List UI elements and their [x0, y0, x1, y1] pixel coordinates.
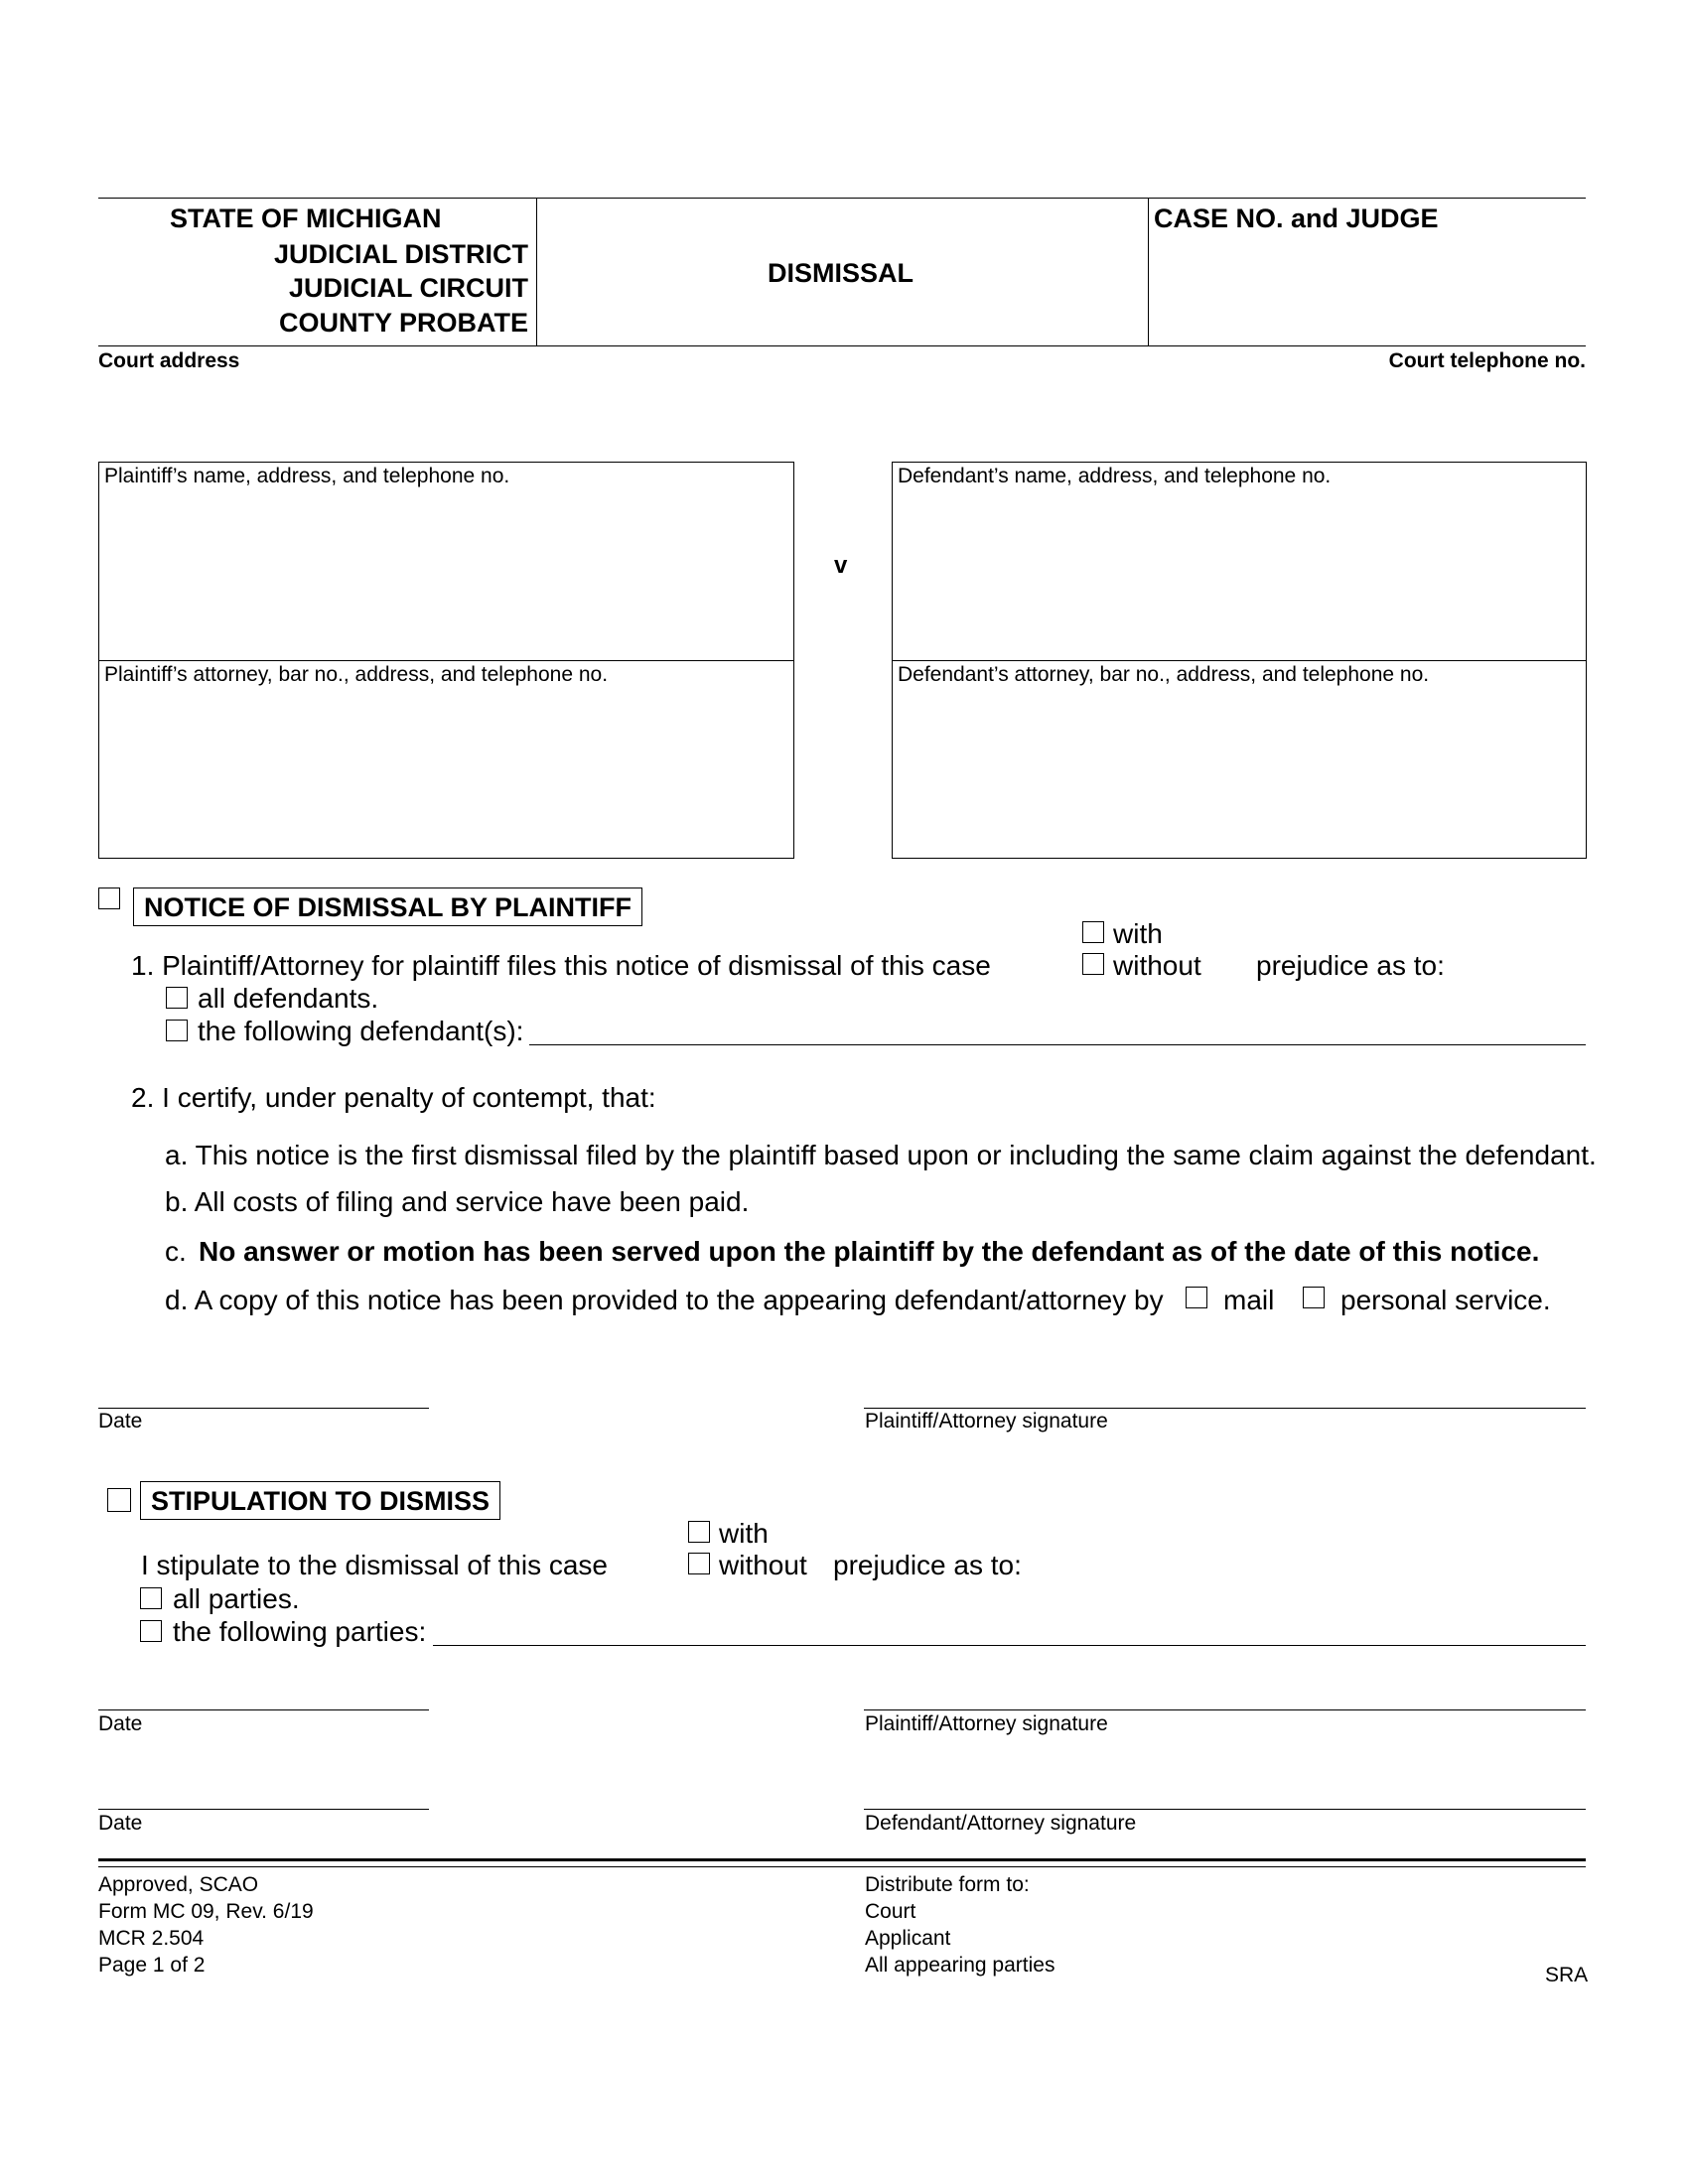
court-name-state: STATE OF MICHIGAN — [170, 204, 442, 233]
stipulation-date-line-2[interactable] — [98, 1809, 429, 1810]
stipulation-heading: STIPULATION TO DISMISS — [140, 1481, 500, 1520]
stipulation-without-checkbox[interactable] — [688, 1553, 710, 1574]
stipulation-text: I stipulate to the dismissal of this case — [141, 1550, 608, 1580]
plaintiff-signature-label: Plaintiff/Attorney signature — [865, 1712, 1108, 1735]
certify-d: d. A copy of this notice has been provided to the appearing defendant/attorney by — [165, 1285, 1164, 1315]
defendant-attorney-label: Defendant’s attorney, bar no., address, and telephone no. — [898, 663, 1430, 686]
defendant-box[interactable] — [892, 462, 1587, 661]
following-parties-line[interactable] — [433, 1645, 1586, 1646]
stipulation-without-label: without — [719, 1550, 807, 1580]
header-bottom-rule — [98, 345, 1586, 346]
notice-signature-line[interactable] — [864, 1408, 1586, 1409]
court-name-circuit: JUDICIAL CIRCUIT — [288, 273, 528, 303]
mail-checkbox[interactable] — [1186, 1287, 1207, 1308]
defendant-signature-label: Defendant/Attorney signature — [865, 1812, 1137, 1835]
following-defendants-label: the following defendant(s): — [198, 1016, 524, 1046]
personal-service-label: personal service. — [1340, 1285, 1551, 1315]
court-name-probate: COUNTY PROBATE — [278, 308, 528, 338]
certify-a: a. This notice is the first dismissal filed by the plaintiff based upon or including the same claim against the defendant. — [165, 1140, 1597, 1170]
defendant-attorney-box[interactable] — [892, 660, 1587, 859]
defendant-label: Defendant’s name, address, and telephone no. — [898, 465, 1332, 487]
notice-date-line[interactable] — [98, 1408, 429, 1409]
plaintiff-attorney-label: Plaintiff’s attorney, bar no., address, and telephone no. — [104, 663, 609, 686]
footer-form-number: Form MC 09, Rev. 6/19 — [98, 1900, 314, 1923]
header-divider-left — [536, 198, 537, 346]
certify-c-prefix: c. — [165, 1236, 187, 1267]
stipulation-date-line-1[interactable] — [98, 1709, 429, 1710]
header-divider-right — [1148, 198, 1149, 346]
distribute-all-parties: All appearing parties — [865, 1954, 1055, 1977]
notice-item-2: 2. I certify, under penalty of contempt, that: — [131, 1082, 656, 1113]
notice-signature-label: Plaintiff/Attorney signature — [865, 1410, 1108, 1433]
notice-with-label: with — [1113, 918, 1163, 949]
notice-section-checkbox[interactable] — [98, 887, 120, 909]
all-parties-checkbox[interactable] — [140, 1587, 162, 1609]
court-address-label: Court address — [98, 349, 240, 372]
defendant-signature-line[interactable] — [864, 1809, 1586, 1810]
all-parties-label: all parties. — [173, 1583, 300, 1614]
plaintiff-signature-line[interactable] — [864, 1709, 1586, 1710]
distribute-applicant: Applicant — [865, 1927, 951, 1950]
mail-label: mail — [1223, 1285, 1275, 1315]
plaintiff-label: Plaintiff’s name, address, and telephone no. — [104, 465, 510, 487]
following-parties-checkbox[interactable] — [140, 1620, 162, 1642]
following-parties-label: the following parties: — [173, 1616, 427, 1647]
stipulation-date-label-2: Date — [98, 1812, 143, 1835]
stipulation-with-label: with — [719, 1518, 769, 1549]
notice-date-label: Date — [98, 1410, 143, 1433]
notice-without-checkbox[interactable] — [1082, 953, 1104, 975]
notice-prejudice-label: prejudice as to: — [1256, 950, 1445, 981]
plaintiff-attorney-box[interactable] — [98, 660, 794, 859]
header-top-rule — [98, 198, 1586, 199]
stipulation-section-checkbox[interactable] — [107, 1488, 131, 1512]
distribute-title: Distribute form to: — [865, 1873, 1030, 1896]
form-title: DISMISSAL — [768, 258, 914, 288]
certify-b: b. All costs of filing and service have been paid. — [165, 1186, 750, 1217]
personal-service-checkbox[interactable] — [1303, 1287, 1325, 1308]
footer-page: Page 1 of 2 — [98, 1954, 206, 1977]
notice-heading: NOTICE OF DISMISSAL BY PLAINTIFF — [133, 887, 642, 926]
stipulation-prejudice-label: prejudice as to: — [833, 1550, 1022, 1580]
notice-without-label: without — [1113, 950, 1201, 981]
footer-rule-thick — [98, 1858, 1586, 1861]
footer-approved: Approved, SCAO — [98, 1873, 259, 1896]
court-name-district: JUDICIAL DISTRICT — [273, 239, 528, 269]
case-no-judge-label: CASE NO. and JUDGE — [1154, 204, 1439, 233]
stipulation-with-checkbox[interactable] — [688, 1521, 710, 1543]
notice-item-1: 1. Plaintiff/Attorney for plaintiff files this notice of dismissal of this case — [131, 950, 991, 981]
certify-c: No answer or motion has been served upon the plaintiff by the defendant as of the date of this notice. — [199, 1236, 1540, 1267]
distribute-court: Court — [865, 1900, 916, 1923]
stipulation-date-label-1: Date — [98, 1712, 143, 1735]
footer-rule-thin — [98, 1866, 1586, 1867]
footer-mcr: MCR 2.504 — [98, 1927, 205, 1950]
court-telephone-label: Court telephone no. — [1388, 349, 1586, 372]
footer-code: SRA — [1545, 1964, 1589, 1986]
following-defendants-line[interactable] — [529, 1044, 1586, 1045]
following-defendants-checkbox[interactable] — [166, 1020, 188, 1041]
all-defendants-label: all defendants. — [198, 983, 379, 1014]
versus-label: v — [834, 552, 848, 579]
notice-with-checkbox[interactable] — [1082, 921, 1104, 943]
all-defendants-checkbox[interactable] — [166, 987, 188, 1009]
plaintiff-box[interactable] — [98, 462, 794, 661]
